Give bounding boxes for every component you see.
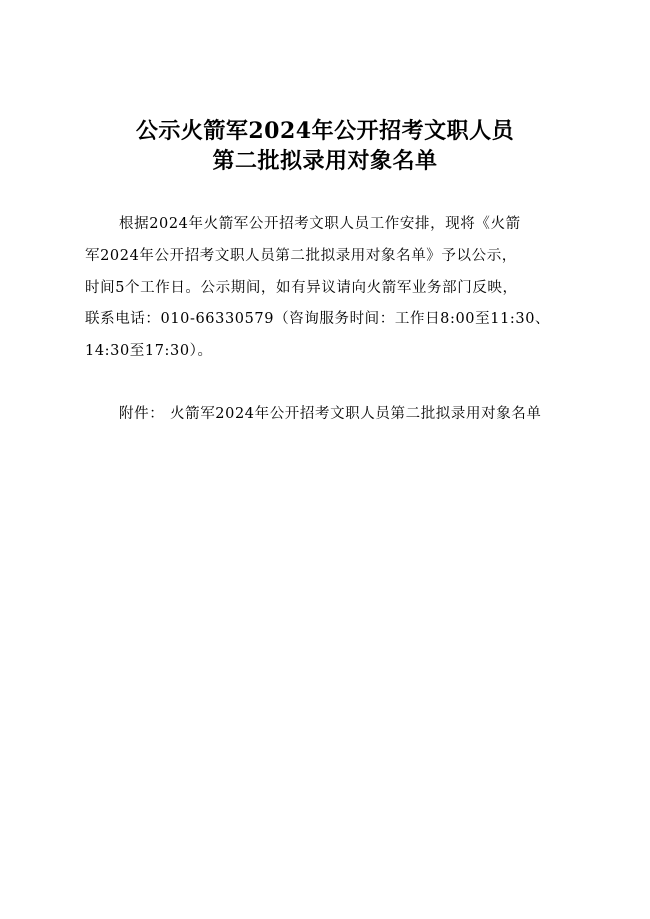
- body-paragraph-line-4: 联系电话：010-66330579（咨询服务时间：工作日8:00至11:30、: [85, 311, 551, 327]
- document-title-line-2: 第二批拟录用对象名单: [212, 148, 438, 174]
- attachment-title: 火箭军2024年公开招考文职人员第二批拟录用对象名单: [170, 406, 542, 422]
- document-title-line-1: 公示火箭军2024年公开招考文职人员: [135, 118, 515, 144]
- body-paragraph-line-1: 根据2024年火箭军公开招考文职人员工作安排，现将《火箭: [119, 216, 521, 232]
- attachment-label: 附件：: [119, 406, 165, 422]
- body-paragraph-line-3: 时间5个工作日。公示期间，如有异议请向火箭军业务部门反映，: [85, 280, 518, 296]
- body-paragraph-line-5: 14:30至17:30）。: [85, 343, 213, 359]
- body-paragraph-line-2: 军2024年公开招考文职人员第二批拟录用对象名单》予以公示，: [85, 248, 517, 264]
